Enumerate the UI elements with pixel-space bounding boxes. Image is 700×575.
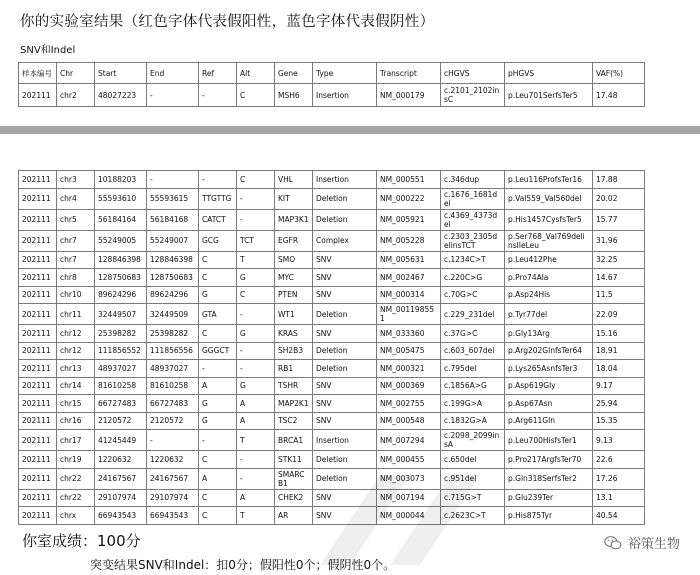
table-cell: 18.91	[593, 342, 645, 360]
table-cell: 2120572	[147, 412, 199, 430]
table-cell: p.Arg202GlnfsTer64	[505, 342, 593, 360]
table-cell: NM_033360	[377, 325, 441, 343]
table-cell: 202111	[19, 209, 57, 230]
table-cell: chr4	[57, 188, 95, 209]
table-cell: 89624296	[95, 286, 147, 304]
table-cell: 9.17	[593, 377, 645, 395]
table-header-row	[19, 63, 645, 84]
table-cell: 48027223	[95, 84, 147, 107]
table-cell: 111856552	[95, 342, 147, 360]
table-cell: 202111	[19, 360, 57, 378]
table-row	[19, 269, 645, 287]
table-cell: TCT	[237, 230, 275, 251]
table-cell: 128846398	[147, 251, 199, 269]
table-cell: NM_003073	[377, 468, 441, 489]
table-row	[19, 377, 645, 395]
table-cell: p.Glu239Ter	[505, 489, 593, 507]
table-cell: 48937027	[147, 360, 199, 378]
table-cell: p.Pro74Ala	[505, 269, 593, 287]
table-cell: 10188203	[95, 171, 147, 189]
table-cell: 202111	[19, 84, 57, 107]
section-subtitle: SNV和Indel	[20, 45, 76, 56]
table-cell: NM_000551	[377, 171, 441, 189]
table-cell: c.650del	[441, 451, 505, 469]
table-cell: 202111	[19, 188, 57, 209]
table-cell: 32449507	[95, 304, 147, 325]
table-cell: 202111	[19, 451, 57, 469]
table-cell: p.Lys265AsnfsTer3	[505, 360, 593, 378]
table-cell: 202111	[19, 269, 57, 287]
table-cell: p.Ser768_Val769delinsIleLeu	[505, 230, 593, 251]
table-cell: 81610258	[95, 377, 147, 395]
table-cell: p.Pro217ArgfsTer70	[505, 451, 593, 469]
table-cell: -	[199, 84, 237, 107]
table-cell: C	[199, 269, 237, 287]
table-cell: chr11	[57, 304, 95, 325]
table-row	[19, 395, 645, 413]
table-cell: C	[199, 489, 237, 507]
table-cell: VHL	[275, 171, 313, 189]
table-row	[19, 360, 645, 378]
table-cell: chr5	[57, 209, 95, 230]
table-cell: chr3	[57, 171, 95, 189]
table-cell: p.Tyr77del	[505, 304, 593, 325]
table-cell: 111856556	[147, 342, 199, 360]
table-cell: STK11	[275, 451, 313, 469]
table-cell: NM_000455	[377, 451, 441, 469]
table-cell: 32449509	[147, 304, 199, 325]
table-cell: 15.77	[593, 209, 645, 230]
table-cell: A	[237, 489, 275, 507]
table-cell: p.Leu700HisfsTer1	[505, 430, 593, 451]
table-cell: c.346dup	[441, 171, 505, 189]
table-cell: Insertion	[313, 84, 377, 107]
table-cell: 24167567	[95, 468, 147, 489]
table-row	[19, 325, 645, 343]
table-cell: 81610258	[147, 377, 199, 395]
table-cell: SNV	[313, 325, 377, 343]
table-cell: -	[147, 430, 199, 451]
table-cell: EGFR	[275, 230, 313, 251]
table-cell: CHEK2	[275, 489, 313, 507]
table-cell: SMO	[275, 251, 313, 269]
table-cell: -	[199, 360, 237, 378]
table-cell: 24167567	[147, 468, 199, 489]
table-cell: NM_005921	[377, 209, 441, 230]
table-cell: c.2098_2099insA	[441, 430, 505, 451]
table-cell: T	[237, 507, 275, 525]
table-row	[19, 430, 645, 451]
results-table-1	[18, 62, 645, 107]
table-cell: 13.1	[593, 489, 645, 507]
table-cell: chr8	[57, 269, 95, 287]
col-header: Start	[95, 63, 147, 84]
table-cell: SNV	[313, 377, 377, 395]
table-cell: 55249005	[95, 230, 147, 251]
table-row	[19, 489, 645, 507]
table-cell: chr12	[57, 325, 95, 343]
table-cell: c.1832G>A	[441, 412, 505, 430]
table-cell: chr22	[57, 489, 95, 507]
table-cell: NM_002755	[377, 395, 441, 413]
table-cell: 31.96	[593, 230, 645, 251]
table-cell: c.70G>C	[441, 286, 505, 304]
table-cell: Deletion	[313, 342, 377, 360]
table-cell: NM_000314	[377, 286, 441, 304]
table-cell: 2120572	[95, 412, 147, 430]
table-cell: TSC2	[275, 412, 313, 430]
table-cell: p.Leu116ProfsTer16	[505, 171, 593, 189]
table-cell: A	[237, 412, 275, 430]
table-row	[19, 251, 645, 269]
table-cell: CATCT	[199, 209, 237, 230]
table-cell: G	[199, 412, 237, 430]
table-cell: p.Gln318SerfsTer2	[505, 468, 593, 489]
table-cell: chr13	[57, 360, 95, 378]
table-cell: NM_000548	[377, 412, 441, 430]
col-header: Gene	[275, 63, 313, 84]
table-cell: A	[237, 395, 275, 413]
table-cell: NM_005631	[377, 251, 441, 269]
table-cell: GGGCT	[199, 342, 237, 360]
table-cell: 29107974	[147, 489, 199, 507]
table-row	[19, 171, 645, 189]
table-cell: NM_000179	[377, 84, 441, 107]
table-cell: -	[237, 360, 275, 378]
table-cell: C	[237, 286, 275, 304]
table-cell: G	[237, 269, 275, 287]
table-cell: Complex	[313, 230, 377, 251]
table-cell: 202111	[19, 286, 57, 304]
col-header: VAF(%)	[593, 63, 645, 84]
table-cell: MAP2K1	[275, 395, 313, 413]
table-cell: SNV	[313, 269, 377, 287]
table-cell: NM_000044	[377, 507, 441, 525]
table-cell: 56184164	[95, 209, 147, 230]
table-cell: c.795del	[441, 360, 505, 378]
result-summary: 突变结果SNV和Indel：扣0分；假阳性0个；假阴性0个。	[90, 558, 396, 572]
table-cell: G	[237, 325, 275, 343]
table-cell: C	[199, 325, 237, 343]
table-cell: SMARCB1	[275, 468, 313, 489]
table-cell: p.Asp24His	[505, 286, 593, 304]
table-cell: c.1234C>T	[441, 251, 505, 269]
table-row	[19, 230, 645, 251]
table-cell: C	[237, 171, 275, 189]
table-cell: Deletion	[313, 188, 377, 209]
table-cell: 17.88	[593, 171, 645, 189]
table-cell: 20.02	[593, 188, 645, 209]
table-cell: 202111	[19, 342, 57, 360]
table-cell: c.1856A>G	[441, 377, 505, 395]
table-cell: 128750683	[95, 269, 147, 287]
table-cell: NM_005475	[377, 342, 441, 360]
table-cell: -	[147, 171, 199, 189]
table-cell: c.1676_1681del	[441, 188, 505, 209]
table-cell: 29107974	[95, 489, 147, 507]
table-cell: chr2	[57, 84, 95, 107]
table-cell: 11.5	[593, 286, 645, 304]
table-cell: 202111	[19, 251, 57, 269]
table-cell: NM_007294	[377, 430, 441, 451]
table-cell: 66943543	[147, 507, 199, 525]
col-header: 样本编号	[19, 63, 57, 84]
table-cell: NM_000321	[377, 360, 441, 378]
table-cell: 55593615	[147, 188, 199, 209]
table-cell: chr10	[57, 286, 95, 304]
table-row	[19, 412, 645, 430]
table-row	[19, 468, 645, 489]
table-row	[19, 342, 645, 360]
table-cell: chr15	[57, 395, 95, 413]
table-cell: AR	[275, 507, 313, 525]
table-cell: chr7	[57, 251, 95, 269]
table-cell: 1220632	[95, 451, 147, 469]
table-cell: c.603_607del	[441, 342, 505, 360]
table-cell: MAP3K1	[275, 209, 313, 230]
table-cell: G	[237, 377, 275, 395]
table-cell: T	[237, 430, 275, 451]
table-cell: 202111	[19, 230, 57, 251]
table-cell: BRCA1	[275, 430, 313, 451]
table-cell: 17.48	[593, 84, 645, 107]
table-cell: MYC	[275, 269, 313, 287]
table-cell: p.Leu412Phe	[505, 251, 593, 269]
table-cell: c.715G>T	[441, 489, 505, 507]
table-cell: G	[199, 395, 237, 413]
table-cell: 66943543	[95, 507, 147, 525]
table-cell: Deletion	[313, 451, 377, 469]
watermark	[604, 533, 680, 552]
table-cell: 48937027	[95, 360, 147, 378]
table-cell: 25.94	[593, 395, 645, 413]
table-cell: GCG	[199, 230, 237, 251]
table-cell: c.2303_2305delinsTCT	[441, 230, 505, 251]
table-cell: -	[237, 188, 275, 209]
table-cell: SNV	[313, 507, 377, 525]
col-header: Chr	[57, 63, 95, 84]
table-cell: 22.09	[593, 304, 645, 325]
table-cell: C	[199, 251, 237, 269]
table-cell: 202111	[19, 395, 57, 413]
table-cell: c.951del	[441, 468, 505, 489]
table-cell: 202111	[19, 507, 57, 525]
table-cell: 15.16	[593, 325, 645, 343]
table-cell: p.His1457CysfsTer5	[505, 209, 593, 230]
table-cell: G	[199, 286, 237, 304]
table-cell: p.Leu701SerfsTer5	[505, 84, 593, 107]
table-cell: 66727483	[147, 395, 199, 413]
table-cell: Deletion	[313, 304, 377, 325]
table-cell: Deletion	[313, 209, 377, 230]
table-cell: SNV	[313, 395, 377, 413]
table-cell: c.37G>C	[441, 325, 505, 343]
table-cell: Deletion	[313, 360, 377, 378]
table-cell: 25398282	[147, 325, 199, 343]
table-cell: p.Val559_Val560del	[505, 188, 593, 209]
table-cell: KIT	[275, 188, 313, 209]
table-cell: C	[199, 451, 237, 469]
table-cell: 89624296	[147, 286, 199, 304]
table-cell: GTA	[199, 304, 237, 325]
table-cell: 202111	[19, 377, 57, 395]
table-row	[19, 507, 645, 525]
col-header: pHGVS	[505, 63, 593, 84]
table-cell: WT1	[275, 304, 313, 325]
table-cell: NM_007194	[377, 489, 441, 507]
table-cell: chrx	[57, 507, 95, 525]
table-cell: chr7	[57, 230, 95, 251]
table-cell: -	[199, 171, 237, 189]
table-cell: c.220C>G	[441, 269, 505, 287]
table-cell: KRAS	[275, 325, 313, 343]
table-cell: 9.13	[593, 430, 645, 451]
table-cell: 202111	[19, 468, 57, 489]
table-cell: p.Arg611Gln	[505, 412, 593, 430]
wechat-icon	[604, 535, 622, 551]
table-cell: 66727483	[95, 395, 147, 413]
table-cell: C	[237, 84, 275, 107]
table-cell: 41245449	[95, 430, 147, 451]
watermark-text: 裕策生物	[627, 537, 680, 552]
col-header: Alt	[237, 63, 275, 84]
table-cell: TSHR	[275, 377, 313, 395]
table-cell: SH2B3	[275, 342, 313, 360]
table-cell: chr17	[57, 430, 95, 451]
table-cell: 18.04	[593, 360, 645, 378]
table-row	[19, 304, 645, 325]
table-cell: 56184168	[147, 209, 199, 230]
table-row	[19, 84, 645, 107]
table-cell: chr14	[57, 377, 95, 395]
table-row	[19, 209, 645, 230]
table-cell: 202111	[19, 304, 57, 325]
table-cell: chr16	[57, 412, 95, 430]
table-cell: SNV	[313, 489, 377, 507]
page-title: 你的实验室结果（红色字体代表假阳性，蓝色字体代表假阴性）	[20, 14, 435, 30]
table-cell: chr19	[57, 451, 95, 469]
table-cell: 202111	[19, 325, 57, 343]
table-cell: p.Asp619Gly	[505, 377, 593, 395]
table-cell: RB1	[275, 360, 313, 378]
table-cell: c.229_231del	[441, 304, 505, 325]
col-header: cHGVS	[441, 63, 505, 84]
table-cell: NM_005228	[377, 230, 441, 251]
table-cell: 1220632	[147, 451, 199, 469]
table-cell: 40.54	[593, 507, 645, 525]
table-cell: c.199G>A	[441, 395, 505, 413]
table-cell: p.His875Tyr	[505, 507, 593, 525]
table-cell: -	[237, 451, 275, 469]
page-break-divider	[0, 126, 700, 134]
col-header: Transcript	[377, 63, 441, 84]
table-row	[19, 451, 645, 469]
table-cell: NM_000222	[377, 188, 441, 209]
table-cell: 22.6	[593, 451, 645, 469]
table-cell: 55249007	[147, 230, 199, 251]
table-cell: -	[237, 342, 275, 360]
table-cell: 128846398	[95, 251, 147, 269]
table-row	[19, 286, 645, 304]
table-cell: PTEN	[275, 286, 313, 304]
table-cell: -	[237, 468, 275, 489]
table-cell: c.2101_2102insC	[441, 84, 505, 107]
table-cell: Deletion	[313, 468, 377, 489]
table-cell: SNV	[313, 412, 377, 430]
table-cell: A	[199, 468, 237, 489]
table-cell: TTGTTG	[199, 188, 237, 209]
table-cell: -	[147, 84, 199, 107]
table-cell: 128750683	[147, 269, 199, 287]
table-cell: p.Gly13Arg	[505, 325, 593, 343]
table-cell: T	[237, 251, 275, 269]
table-cell: 202111	[19, 430, 57, 451]
table-cell: 14.67	[593, 269, 645, 287]
table-cell: NM_001198551	[377, 304, 441, 325]
table-cell: 55593610	[95, 188, 147, 209]
results-table-2	[18, 170, 645, 525]
table-cell: 32.25	[593, 251, 645, 269]
table-row	[19, 188, 645, 209]
col-header: Type	[313, 63, 377, 84]
table-cell: chr22	[57, 468, 95, 489]
table-cell: MSH6	[275, 84, 313, 107]
table-cell: -	[237, 304, 275, 325]
table-cell: p.Asp67Asn	[505, 395, 593, 413]
table-cell: A	[199, 377, 237, 395]
table-cell: 202111	[19, 489, 57, 507]
table-cell: chr12	[57, 342, 95, 360]
table-cell: 25398282	[95, 325, 147, 343]
col-header: End	[147, 63, 199, 84]
table-cell: NM_002467	[377, 269, 441, 287]
table-cell: SNV	[313, 251, 377, 269]
table-cell: 202111	[19, 412, 57, 430]
table-cell: 202111	[19, 171, 57, 189]
table-cell: Insertion	[313, 430, 377, 451]
table-cell: c.4369_4373del	[441, 209, 505, 230]
score-text: 你室成绩：100分	[22, 532, 141, 550]
table-cell: NM_000369	[377, 377, 441, 395]
table-cell: 17.26	[593, 468, 645, 489]
table-cell: Insertion	[313, 171, 377, 189]
table-cell: c.2623C>T	[441, 507, 505, 525]
table-cell: C	[199, 507, 237, 525]
table-cell: -	[237, 209, 275, 230]
table-cell: 15.35	[593, 412, 645, 430]
table-cell: -	[199, 430, 237, 451]
table-cell: SNV	[313, 286, 377, 304]
col-header: Ref	[199, 63, 237, 84]
